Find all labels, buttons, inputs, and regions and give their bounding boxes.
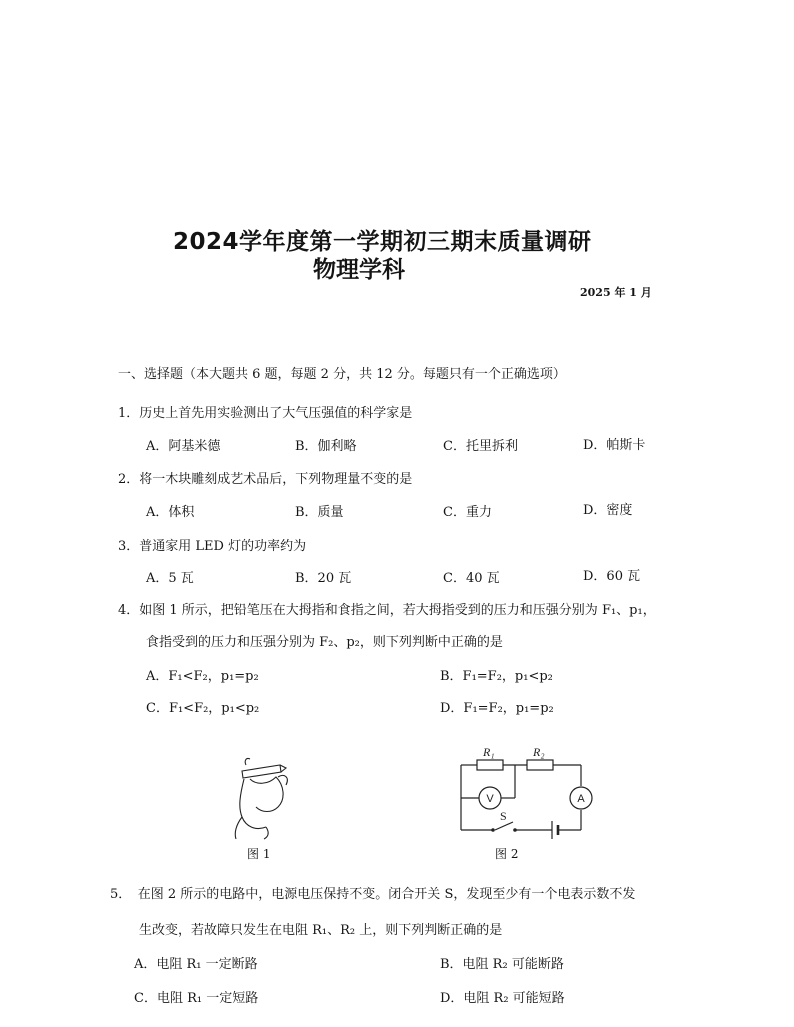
question-4-option-a: A．F₁<F₂，p₁=p₂ — [146, 669, 259, 684]
question-5-option-d: D．电阻 R₂ 可能短路 — [440, 991, 565, 1006]
question-1-option-a: A．阿基米德 — [146, 439, 221, 454]
exam-title: 2024学年度第一学期初三期末质量调研 — [173, 229, 592, 255]
question-1-option-b: B．伽利略 — [295, 439, 357, 454]
question-5-option-b: B．电阻 R₂ 可能断路 — [440, 957, 564, 972]
question-5-stem-line-2: 生改变，若故障只发生在电阻 R₁、R₂ 上，则下列判断正确的是 — [139, 923, 503, 938]
question-3-option-a: A．5 瓦 — [146, 571, 194, 586]
section-heading: 一、选择题（本大题共 6 题，每题 2 分，共 12 分。每题只有一个正确选项） — [118, 367, 566, 382]
question-2-option-a: A．体积 — [146, 505, 195, 520]
question-2-option-d: D．密度 — [583, 503, 633, 518]
question-5-stem-line-1: 5． 在图 2 所示的电路中，电源电压保持不变。闭合开关 S，发现至少有一个电表示数不发 — [110, 887, 636, 902]
question-2-option-b: B．质量 — [295, 505, 344, 520]
question-1-stem: 1．历史上首先用实验测出了大气压强值的科学家是 — [118, 406, 413, 421]
exam-subject: 物理学科 — [313, 257, 405, 283]
question-2-option-c: C．重力 — [443, 505, 492, 520]
question-5-option-c: C．电阻 R₁ 一定短路 — [134, 991, 259, 1006]
label-ammeter: A — [577, 793, 585, 805]
resistor-r2 — [527, 760, 553, 770]
resistor-r1 — [477, 760, 503, 770]
exam-date: 2025 年 1 月 — [580, 286, 652, 299]
question-4-stem-line-2: 食指受到的压力和压强分别为 F₂、p₂，则下列判断中正确的是 — [146, 635, 503, 650]
question-2-stem: 2．将一木块雕刻成艺术品后，下列物理量不变的是 — [118, 472, 413, 487]
question-1-option-c: C．托里拆利 — [443, 439, 518, 454]
figure-1-caption: 图 1 — [247, 847, 271, 861]
question-4-option-b: B．F₁=F₂，p₁<p₂ — [440, 669, 553, 684]
figure-1-hand-pencil — [222, 755, 302, 840]
question-4-option-c: C．F₁<F₂，p₁<p₂ — [146, 701, 260, 716]
question-3-option-d: D．60 瓦 — [583, 569, 641, 584]
figure-2-caption: 图 2 — [495, 847, 519, 861]
figure-2-circuit — [455, 745, 595, 840]
question-5-option-a: A．电阻 R₁ 一定断路 — [134, 957, 258, 972]
question-4-option-d: D．F₁=F₂，p₁=p₂ — [440, 701, 554, 716]
question-3-option-c: C．40 瓦 — [443, 571, 500, 586]
question-4-stem-line-1: 4．如图 1 所示，把铅笔压在大拇指和食指之间，若大拇指受到的压力和压强分别为 F₁、p₁， — [118, 603, 656, 618]
label-switch: S — [500, 809, 507, 823]
question-1-option-d: D．帕斯卡 — [583, 438, 646, 453]
question-3-stem: 3．普通家用 LED 灯的功率约为 — [118, 539, 307, 554]
label-voltmeter: V — [486, 793, 494, 805]
label-r1: R₁ — [483, 745, 495, 759]
label-r2: R₂ — [533, 745, 545, 759]
question-3-option-b: B．20 瓦 — [295, 571, 352, 586]
